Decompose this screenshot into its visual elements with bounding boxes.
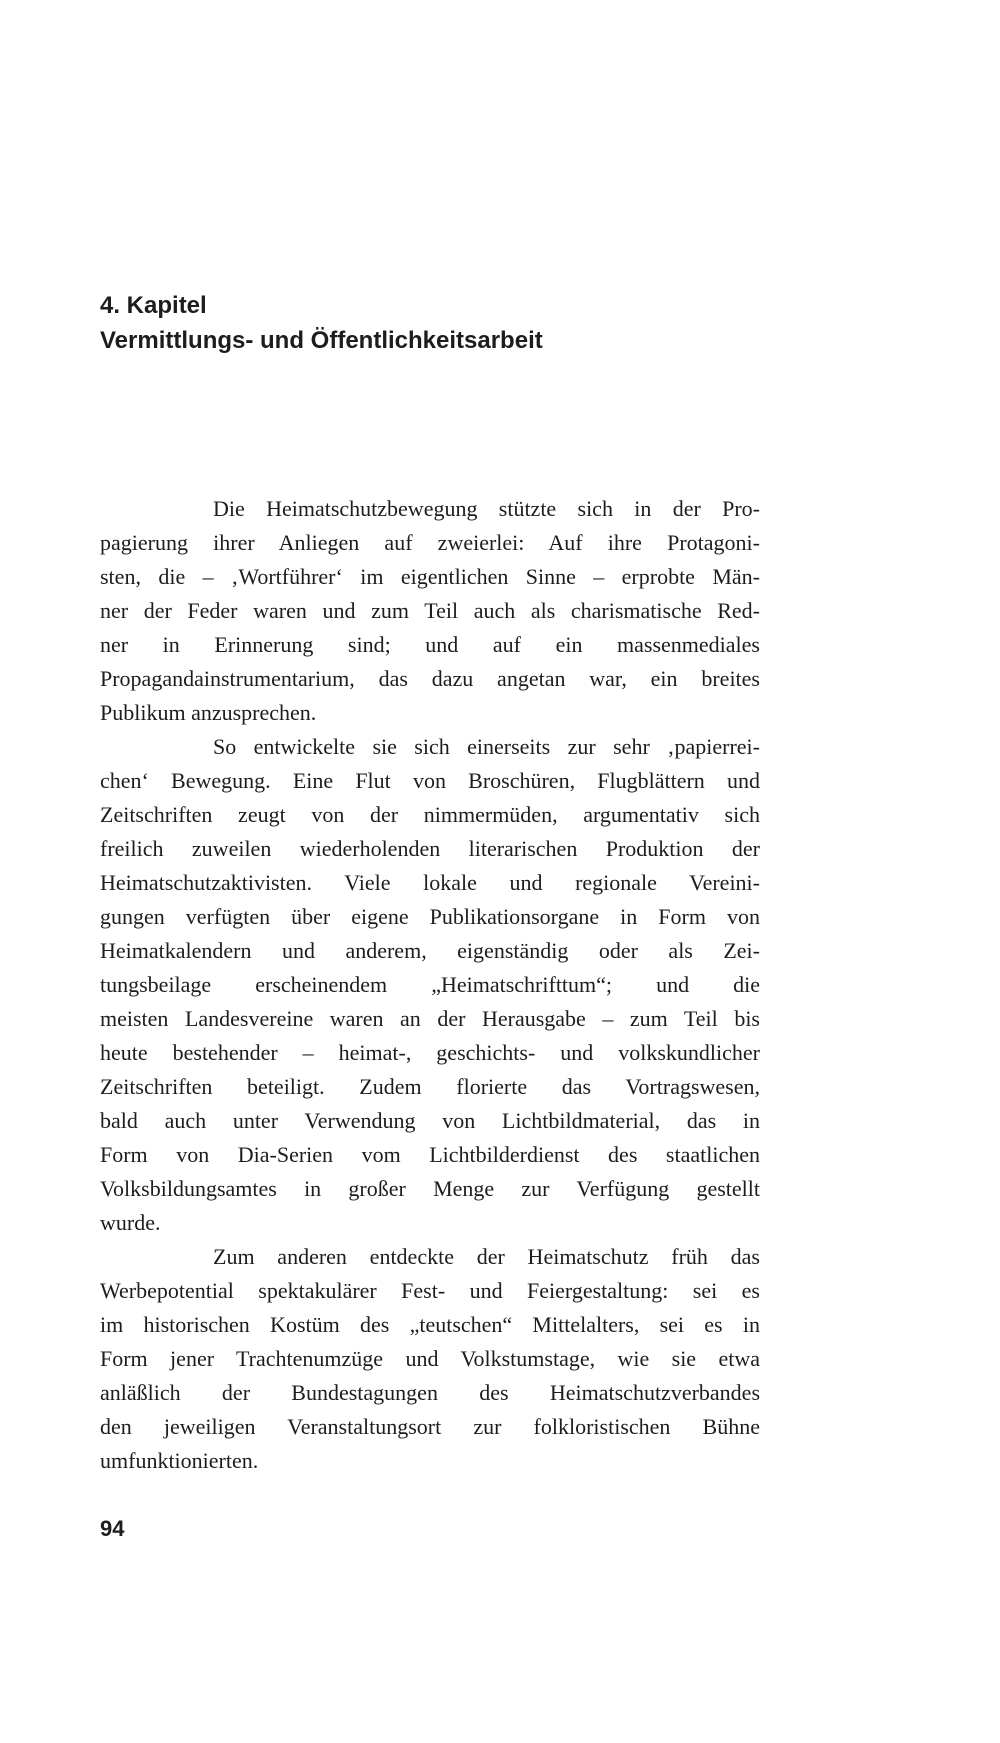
text-line: Heimatschutzaktivisten. Viele lokale und regionale Vereini- <box>100 870 760 895</box>
text-line: wurde. <box>100 1210 161 1235</box>
page-number: 94 <box>100 1516 125 1541</box>
text-line: ner in Erinnerung sind; und auf ein massenmediales <box>100 632 760 657</box>
text-line: Propagandainstrumentarium, das dazu angetan war, ein breites <box>100 666 760 691</box>
chapter-heading <box>100 288 543 358</box>
text-line: Die Heimatschutzbewegung stützte sich in der Pro- <box>213 496 760 521</box>
text-line: Form jener Trachtenumzüge und Volkstumstage, wie sie etwa <box>100 1346 760 1371</box>
text-line: gungen verfügten über eigene Publikationsorgane in Form von <box>100 904 760 929</box>
text-line: heute bestehender – heimat-, geschichts- und volkskundlicher <box>100 1040 760 1065</box>
text-line: chen‘ Bewegung. Eine Flut von Broschüren, Flugblättern und <box>100 768 760 793</box>
text-line: im historischen Kostüm des „teutschen“ Mittelalters, sei es in <box>100 1312 760 1337</box>
chapter-title: Vermittlungs- und Öffentlichkeitsarbeit <box>100 327 543 354</box>
text-line: sten, die – ‚Wortführer‘ im eigentlichen Sinne – erprobte Män- <box>100 564 760 589</box>
text-line: ner der Feder waren und zum Teil auch als charismatische Red- <box>100 598 760 623</box>
text-line: Heimatkalendern und anderem, eigenständig oder als Zei- <box>100 938 760 963</box>
text-line: den jeweiligen Veranstaltungsort zur folkloristischen Bühne <box>100 1414 760 1439</box>
text-line: pagierung ihrer Anliegen auf zweierlei: Auf ihre Protagoni- <box>100 530 760 555</box>
text-line: anläßlich der Bundestagungen des Heimatschutzverbandes <box>100 1380 760 1405</box>
text-line: meisten Landesvereine waren an der Herausgabe – zum Teil bis <box>100 1006 760 1031</box>
text-line: Form von Dia-Serien vom Lichtbilderdienst des staatlichen <box>100 1142 760 1167</box>
text-line: Volksbildungsamtes in großer Menge zur Verfügung gestellt <box>100 1176 760 1201</box>
text-line: freilich zuweilen wiederholenden literarischen Produktion der <box>100 836 760 861</box>
text-line: Zum anderen entdeckte der Heimatschutz früh das <box>213 1244 760 1269</box>
text-line: umfunktionierten. <box>100 1448 259 1473</box>
text-line: Zeitschriften beteiligt. Zudem florierte das Vortragswesen, <box>100 1074 760 1099</box>
text-line: tungsbeilage erscheinendem „Heimatschrifttum“; und die <box>100 972 760 997</box>
text-line: So entwickelte sie sich einerseits zur sehr ‚papierrei- <box>213 734 760 759</box>
text-line: Zeitschriften zeugt von der nimmermüden, argumentativ sich <box>100 802 760 827</box>
chapter-number: 4. Kapitel <box>100 292 207 319</box>
text-line: bald auch unter Verwendung von Lichtbildmaterial, das in <box>100 1108 760 1133</box>
body-text <box>100 492 760 1478</box>
text-line: Publikum anzusprechen. <box>100 700 317 725</box>
text-line: Werbepotential spektakulärer Fest- und Feiergestaltung: sei es <box>100 1278 760 1303</box>
